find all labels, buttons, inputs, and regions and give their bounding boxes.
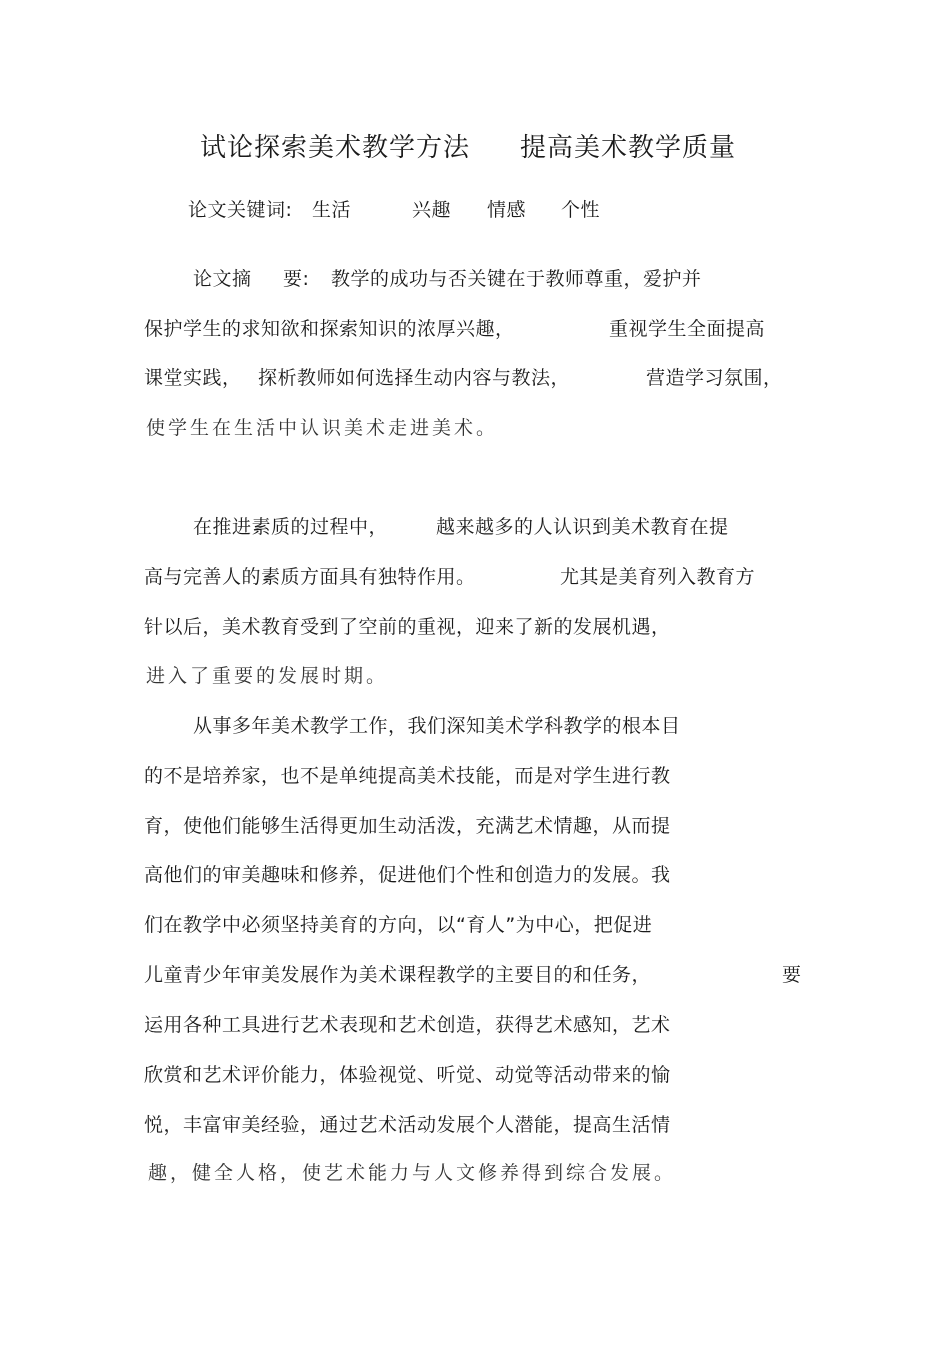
paragraph-line: 越来越多的人认识到美术教育在提: [436, 516, 729, 538]
keyword-item: 生活: [312, 199, 352, 221]
abstract-line: 重视学生全面提高: [609, 318, 766, 340]
abstract-line: 保护学生的求知欲和探索知识的浓厚兴趣，: [144, 318, 515, 340]
paragraph-line: 的不是培养家，也不是单纯提高美术技能，而是对学生进行教: [144, 765, 671, 787]
paragraph-line: 针以后，美术教育受到了空前的重视，迎来了新的发展机遇，: [144, 616, 671, 638]
title-part-2: 提高美术教学质量: [520, 133, 737, 163]
paragraph-line: 进入了重要的发展时期。: [146, 665, 389, 687]
abstract-line: 营造学习氛围，: [646, 367, 783, 389]
abstract-line: 使学生在生活中认识美术走进美术。: [146, 417, 499, 439]
keyword-item: 情感: [487, 199, 527, 221]
abstract-line: 课堂实践，: [144, 367, 242, 389]
abstract-line: 探析教师如何选择生动内容与教法，: [258, 367, 571, 389]
paragraph-line: 们在教学中必须坚持美育的方向，以“育人”为中心，把促进: [144, 914, 653, 936]
abstract-label: 论文摘: [193, 268, 252, 290]
keyword-item: 个性: [561, 199, 601, 221]
paragraph-line: 悦，丰富审美经验，通过艺术活动发展个人潜能，提高生活情: [144, 1114, 671, 1136]
paragraph-line: 欣赏和艺术评价能力，体验视觉、听觉、动觉等活动带来的愉: [144, 1064, 671, 1086]
abstract-label: 要:: [283, 268, 310, 290]
paragraph-line: 从事多年美术教学工作，我们深知美术学科教学的根本目: [193, 715, 681, 737]
paragraph-line: 高他们的审美趣味和修养，促进他们个性和创造力的发展。我: [144, 864, 671, 886]
paragraph-line: 育，使他们能够生活得更加生动活泼，充满艺术情趣，从而提: [144, 815, 671, 837]
paragraph-line: 运用各种工具进行艺术表现和艺术创造，获得艺术感知，艺术: [144, 1014, 671, 1036]
keyword-item: 兴趣: [412, 199, 452, 221]
paragraph-line: 在推进素质的过程中，: [193, 516, 389, 538]
paragraph-line: 尤其是美育列入教育方: [560, 566, 756, 588]
keywords-label: 论文关键词:: [188, 199, 293, 221]
paragraph-line: 高与完善人的素质方面具有独特作用。: [144, 566, 476, 588]
paragraph-line: 趣，健全人格，使艺术能力与人文修养得到综合发展。: [148, 1162, 677, 1184]
paragraph-line: 要: [782, 964, 802, 986]
paragraph-line: 儿童青少年审美发展作为美术课程教学的主要目的和任务，: [144, 964, 652, 986]
abstract-line: 教学的成功与否关键在于教师尊重，爱护并: [331, 268, 702, 290]
title-part-1: 试论探索美术教学方法: [200, 133, 471, 163]
